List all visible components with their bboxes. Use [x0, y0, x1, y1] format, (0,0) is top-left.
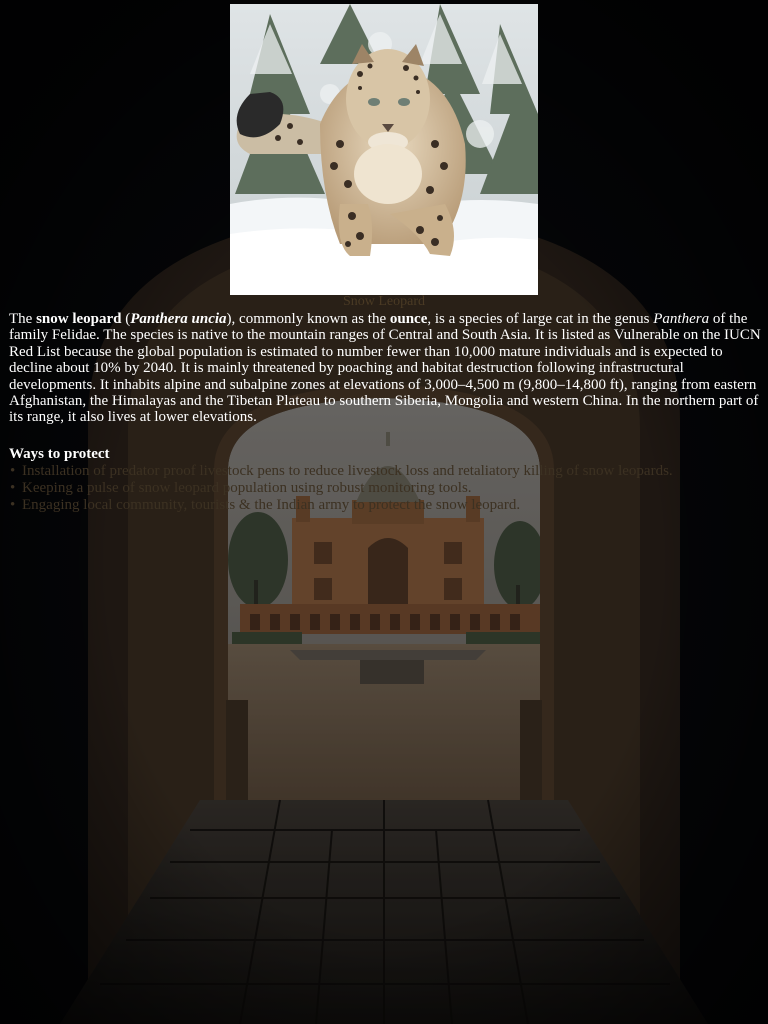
common-name: snow leopard	[36, 311, 122, 327]
ways-list	[9, 463, 749, 514]
alternate-name: ounce	[389, 311, 428, 327]
genus-name: Panthera	[653, 311, 710, 327]
intro-paragraph: The snow leopard (Panthera uncia), commonly known as the ounce, is a species of large cat in the genus Panthera of the family Felidae. The species is native to the mountain ranges of Central and South Asia. It is listed as Vulnerable on the IUCN Red List because the global population is estimated to number fewer than 10,000 mature individuals and is expected to decline about 10% by 2040. It is mainly threatened by poaching and habitat destruction following infrastructural developments. It inhabits alpine and subalpine zones at elevations of 3,000–4,500 m (9,800–14,800 ft), ranging from eastern Afghanistan, the Himalayas and the Tibetan Plateau to southern Siberia, Mongolia and western China. In the northern part of its range, it also lives at lower elevations.	[9, 311, 761, 426]
list-item: • Installation of predator proof livestock pens to reduce livestock loss and retaliatory killing of snow leopards.	[9, 463, 749, 480]
list-item: • Engaging local community, tourists & the Indian army to protect the snow leopard.	[9, 497, 749, 514]
ways-heading: Ways to protect	[9, 446, 110, 462]
list-item: • Keeping a pulse of snow leopard population using robust monitoring tools.	[9, 480, 749, 497]
photo-caption: Snow Leopard	[342, 294, 426, 309]
scientific-name: Panthera uncia	[130, 311, 227, 327]
snow-leopard-photo	[230, 4, 538, 295]
